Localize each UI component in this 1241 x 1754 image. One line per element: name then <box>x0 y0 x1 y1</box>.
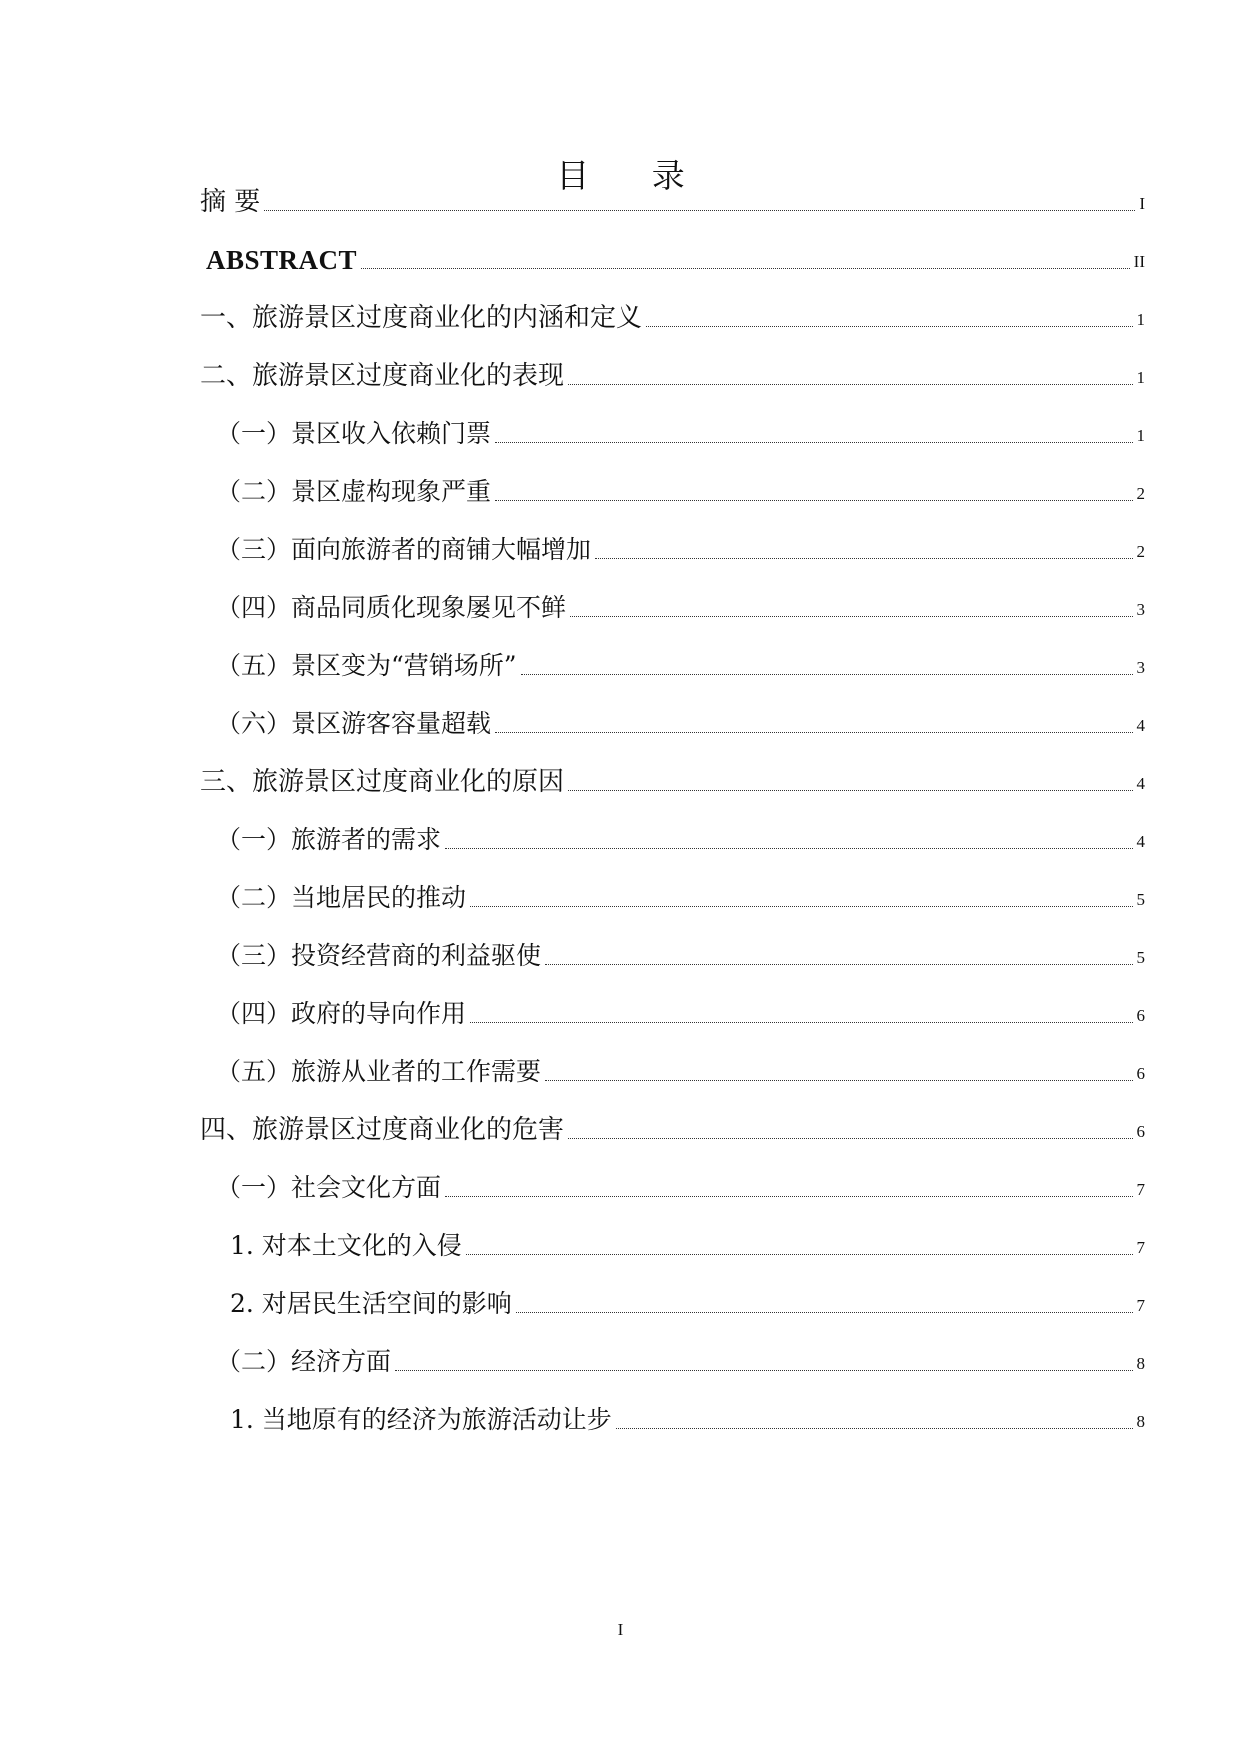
toc-entry-page: 3 <box>1136 658 1145 677</box>
toc-entry[interactable] <box>216 468 1145 508</box>
dot-leader <box>495 731 1132 733</box>
dot-leader <box>445 1195 1132 1197</box>
toc-entry-label: （一）社会文化方面 <box>216 1173 442 1202</box>
toc-entry[interactable] <box>200 294 1145 334</box>
toc-entry-page: 7 <box>1136 1238 1145 1257</box>
toc-entry-page: 6 <box>1136 1122 1145 1141</box>
toc-entry-page: 2 <box>1136 542 1145 561</box>
toc-entry-page: 4 <box>1136 774 1145 793</box>
toc-entry[interactable] <box>216 1338 1145 1378</box>
toc-entry-label: 一、旅游景区过度商业化的内涵和定义 <box>200 303 643 333</box>
dot-leader <box>466 1253 1133 1255</box>
toc-entry-label: （四）政府的导向作用 <box>216 999 467 1028</box>
toc-entry[interactable] <box>216 642 1145 682</box>
toc-entry[interactable] <box>216 700 1145 740</box>
toc-entry-label: 1. 对本土文化的入侵 <box>230 1231 462 1260</box>
toc-entry-label: 二、旅游景区过度商业化的表现 <box>200 361 565 391</box>
toc-entry-page: 6 <box>1136 1006 1145 1025</box>
toc-entry-page: I <box>1139 194 1145 213</box>
dot-leader <box>545 1079 1132 1081</box>
toc-entry[interactable] <box>216 584 1145 624</box>
toc-entry-label: （二）经济方面 <box>216 1347 392 1376</box>
toc-entry-page: 5 <box>1136 890 1145 909</box>
toc-entry[interactable] <box>216 526 1145 566</box>
toc-entry[interactable] <box>200 758 1145 798</box>
toc-entry-page: 6 <box>1136 1064 1145 1083</box>
footer-page-number: I <box>617 1620 624 1639</box>
dot-leader <box>516 1311 1133 1313</box>
page-title: 目 录 <box>556 156 711 196</box>
toc-entry-label: （三）面向旅游者的商铺大幅增加 <box>216 535 592 564</box>
toc-entry[interactable] <box>216 874 1145 914</box>
toc-entry[interactable] <box>216 816 1145 856</box>
toc-entry-page: 3 <box>1136 600 1145 619</box>
toc-entry-page: 1 <box>1136 426 1145 445</box>
dot-leader <box>568 383 1132 385</box>
toc-entry[interactable] <box>216 932 1145 972</box>
toc-entry-label: （一）旅游者的需求 <box>216 825 442 854</box>
toc-entry-label: （一）景区收入依赖门票 <box>216 419 492 448</box>
toc-entry-page: 7 <box>1136 1180 1145 1199</box>
toc-entry-label: （五）景区变为“营销场所” <box>216 651 517 680</box>
dot-leader <box>495 499 1132 501</box>
dot-leader <box>361 267 1130 269</box>
toc-entry-page: 2 <box>1136 484 1145 503</box>
dot-leader <box>521 673 1133 675</box>
toc-entry-label: 三、旅游景区过度商业化的原因 <box>200 767 565 797</box>
toc-entry-page: 5 <box>1136 948 1145 967</box>
dot-leader <box>568 1137 1132 1139</box>
toc-entry-label: 1. 当地原有的经济为旅游活动让步 <box>230 1405 612 1434</box>
toc-entry-page: 1 <box>1136 368 1145 387</box>
toc-entry[interactable] <box>216 410 1145 450</box>
toc-entry-page: 8 <box>1136 1412 1145 1431</box>
toc-entry-label: （二）当地居民的推动 <box>216 883 467 912</box>
dot-leader <box>616 1427 1133 1429</box>
dot-leader <box>470 1021 1132 1023</box>
toc-entry[interactable] <box>216 990 1145 1030</box>
toc-entry[interactable] <box>230 1280 1145 1320</box>
dot-leader <box>445 847 1132 849</box>
toc-entry-page: 1 <box>1136 310 1145 329</box>
toc-entry-label: （三）投资经营商的利益驱使 <box>216 941 542 970</box>
toc-entry[interactable] <box>200 352 1145 392</box>
toc-entry-label: （四）商品同质化现象屡见不鲜 <box>216 593 567 622</box>
toc-entry[interactable] <box>206 236 1145 276</box>
dot-leader <box>395 1369 1132 1371</box>
toc-entry-label: （五）旅游从业者的工作需要 <box>216 1057 542 1086</box>
dot-leader <box>595 557 1132 559</box>
toc-entry-label: ABSTRACT <box>206 245 358 275</box>
toc-entry-label: （二）景区虚构现象严重 <box>216 477 492 506</box>
toc-entry-label: 四、旅游景区过度商业化的危害 <box>200 1115 565 1145</box>
toc-entry-label: 2. 对居民生活空间的影响 <box>230 1289 512 1318</box>
dot-leader <box>545 963 1132 965</box>
toc-entry[interactable] <box>200 1106 1145 1146</box>
toc-entry-page: 7 <box>1136 1296 1145 1315</box>
toc-entry[interactable] <box>230 1222 1145 1262</box>
toc-entry[interactable] <box>216 1048 1145 1088</box>
dot-leader <box>570 615 1132 617</box>
dot-leader <box>646 325 1132 327</box>
dot-leader <box>264 209 1135 211</box>
toc-entry-label: 摘 要 <box>200 187 261 217</box>
dot-leader <box>470 905 1132 907</box>
toc-entry[interactable] <box>200 178 1145 218</box>
toc-entry-label: （六）景区游客容量超载 <box>216 709 492 738</box>
toc-entry-page: 4 <box>1136 832 1145 851</box>
toc-entry-page: 8 <box>1136 1354 1145 1373</box>
dot-leader <box>568 789 1132 791</box>
dot-leader <box>495 441 1132 443</box>
toc-entry[interactable] <box>230 1396 1145 1436</box>
toc-entry-page: 4 <box>1136 716 1145 735</box>
toc-entry[interactable] <box>216 1164 1145 1204</box>
toc-entry-page: II <box>1133 252 1145 271</box>
